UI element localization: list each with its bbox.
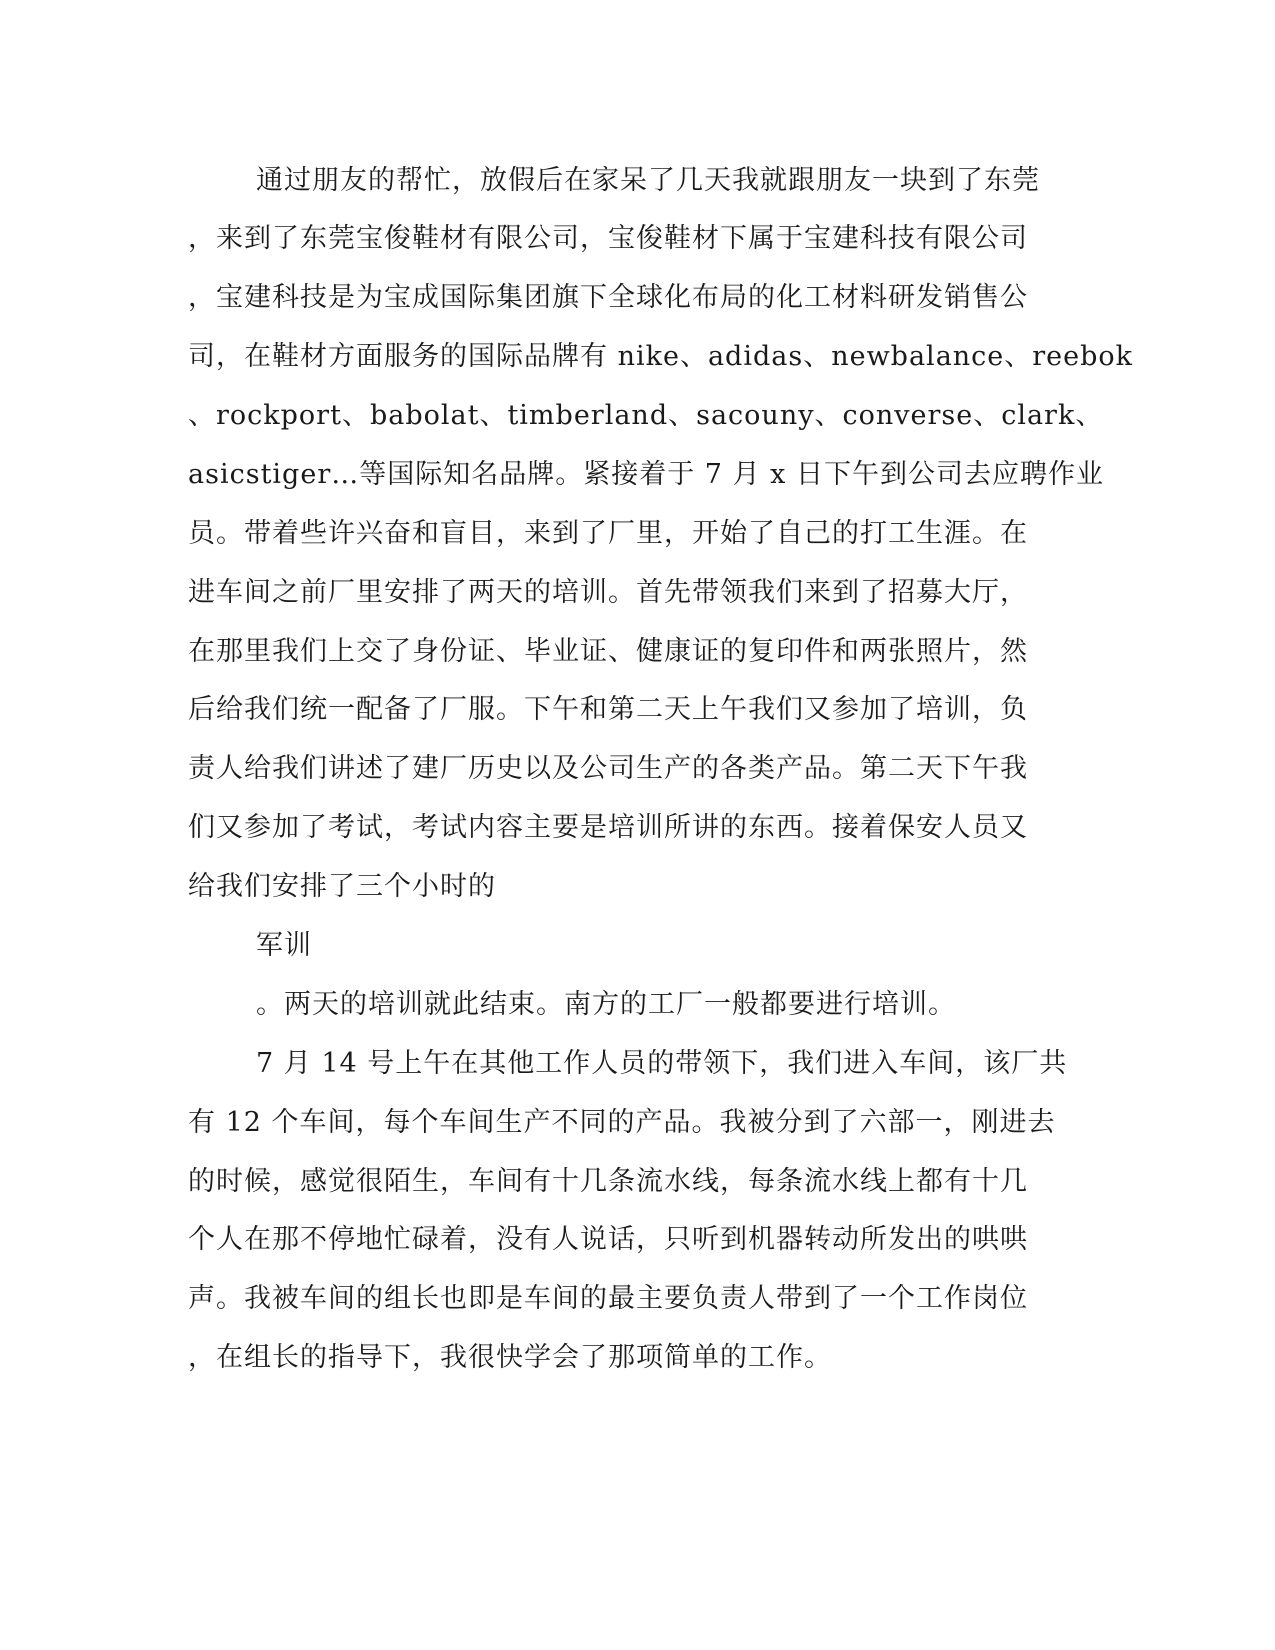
paragraph-1-line-5: 、rockport、babolat、timberland、sacouny、converse、clark、 xyxy=(188,400,1104,431)
paragraph-1-line-4: 司，在鞋材方面服务的国际品牌有 nike、adidas、newbalance、reebok xyxy=(188,341,1134,372)
paragraph-4-line-2: 有 12 个车间，每个车间生产不同的产品。我被分到了六部一，刚进去 xyxy=(188,1107,1056,1138)
paragraph-1-line-10: 后给我们统一配备了厂服。下午和第二天上午我们又参加了培训，负 xyxy=(188,694,1028,725)
paragraph-1-line-9: 在那里我们上交了身份证、毕业证、健康证的复印件和两张照片，然 xyxy=(188,636,1028,667)
paragraph-1-line-11: 责人给我们讲述了建厂历史以及公司生产的各类产品。第二天下午我 xyxy=(188,753,1028,784)
paragraph-1-line-3: ，宝建科技是为宝成国际集团旗下全球化布局的化工材料研发销售公 xyxy=(188,282,1028,313)
paragraph-3: 。两天的培训就此结束。南方的工厂一般都要进行培训。 xyxy=(256,989,956,1020)
paragraph-4-line-3: 的时候，感觉很陌生，车间有十几条流水线，每条流水线上都有十几 xyxy=(188,1166,1028,1197)
paragraph-1-line-7: 员。带着些许兴奋和盲目，来到了厂里，开始了自己的打工生涯。在 xyxy=(188,518,1028,549)
paragraph-4-line-5: 声。我被车间的组长也即是车间的最主要负责人带到了一个工作岗位 xyxy=(188,1283,1028,1314)
paragraph-1-line-2: ，来到了东莞宝俊鞋材有限公司，宝俊鞋材下属于宝建科技有限公司 xyxy=(188,223,1028,254)
paragraph-1-line-8: 进车间之前厂里安排了两天的培训。首先带领我们来到了招募大厅， xyxy=(188,577,1028,608)
paragraph-4-line-6: ，在组长的指导下，我很快学会了那项简单的工作。 xyxy=(188,1342,832,1373)
paragraph-2: 军训 xyxy=(256,930,312,961)
paragraph-1-line-6: asicstiger…等国际知名品牌。紧接着于 7 月 x 日下午到公司去应聘作业 xyxy=(188,459,1104,490)
paragraph-4-line-4: 个人在那不停地忙碌着，没有人说话，只听到机器转动所发出的哄哄 xyxy=(188,1224,1028,1255)
paragraph-1-line-12: 们又参加了考试，考试内容主要是培训所讲的东西。接着保安人员又 xyxy=(188,812,1028,843)
paragraph-4-line-1: 7 月 14 号上午在其他工作人员的带领下，我们进入车间，该厂共 xyxy=(256,1048,1068,1079)
paragraph-1-line-1: 通过朋友的帮忙，放假后在家呆了几天我就跟朋友一块到了东莞 xyxy=(256,165,1040,196)
paragraph-1-line-13: 给我们安排了三个小时的 xyxy=(188,871,496,902)
